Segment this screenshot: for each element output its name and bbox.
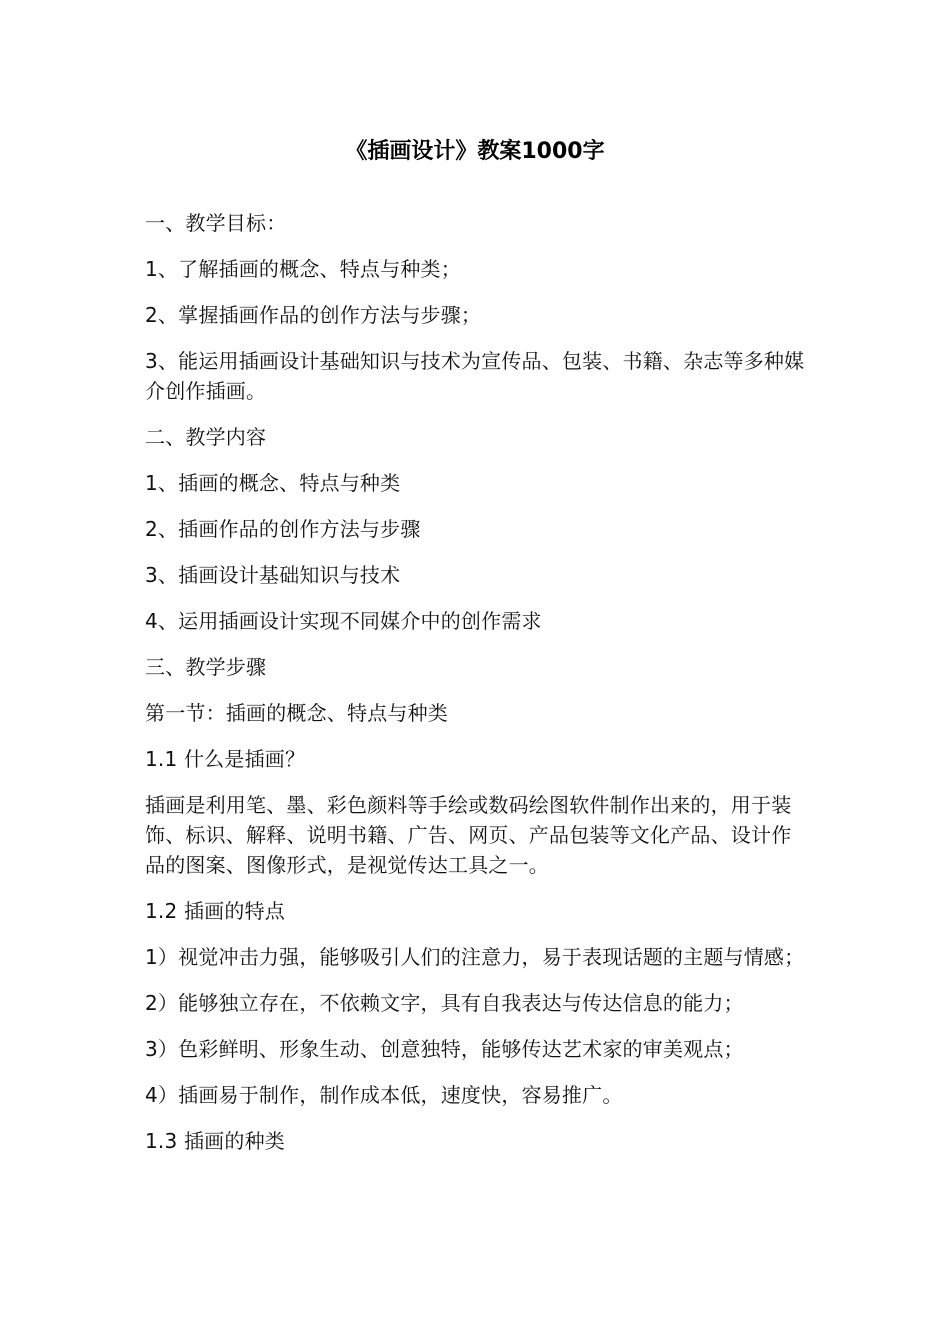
feature-item: 1）视觉冲击力强，能够吸引人们的注意力，易于表现话题的主题与情感； <box>145 945 805 969</box>
subsection-heading: 1.3 插画的种类 <box>145 1129 285 1153</box>
content-item: 3、插画设计基础知识与技术 <box>145 563 401 587</box>
subsection-heading: 1.2 插画的特点 <box>145 899 285 923</box>
objective-item: 3、能运用插画设计基础知识与技术为宣传品、包装、书籍、杂志等多种媒介创作插画。 <box>145 349 805 403</box>
objective-item: 2、掌握插画作品的创作方法与步骤； <box>145 303 482 327</box>
objective-item: 1、了解插画的概念、特点与种类； <box>145 257 461 281</box>
section-heading: 第一节：插画的概念、特点与种类 <box>145 701 448 725</box>
content-item: 4、运用插画设计实现不同媒介中的创作需求 <box>145 609 542 633</box>
content-item: 2、插画作品的创作方法与步骤 <box>145 517 421 541</box>
feature-item: 2）能够独立存在，不依赖文字，具有自我表达与传达信息的能力； <box>145 991 744 1015</box>
subsection-heading: 1.1 什么是插画？ <box>145 747 306 771</box>
heading-content: 二、教学内容 <box>145 425 267 449</box>
content-item: 1、插画的概念、特点与种类 <box>145 471 401 495</box>
body-paragraph: 插画是利用笔、墨、彩色颜料等手绘或数码绘图软件制作出来的，用于装饰、标识、解释、说明书籍、广告、网页、产品包装等文化产品、设计作品的图案、图像形式，是视觉传达工具之一。 <box>145 793 792 877</box>
feature-item: 4）插画易于制作，制作成本低，速度快，容易推广。 <box>145 1083 623 1107</box>
document-body <box>145 208 810 1172</box>
heading-steps: 三、教学步骤 <box>145 655 267 679</box>
feature-item: 3）色彩鲜明、形象生动、创意独特，能够传达艺术家的审美观点； <box>145 1037 744 1061</box>
heading-objectives: 一、教学目标： <box>145 211 287 235</box>
document-title: 《插画设计》教案1000字 <box>345 139 605 164</box>
